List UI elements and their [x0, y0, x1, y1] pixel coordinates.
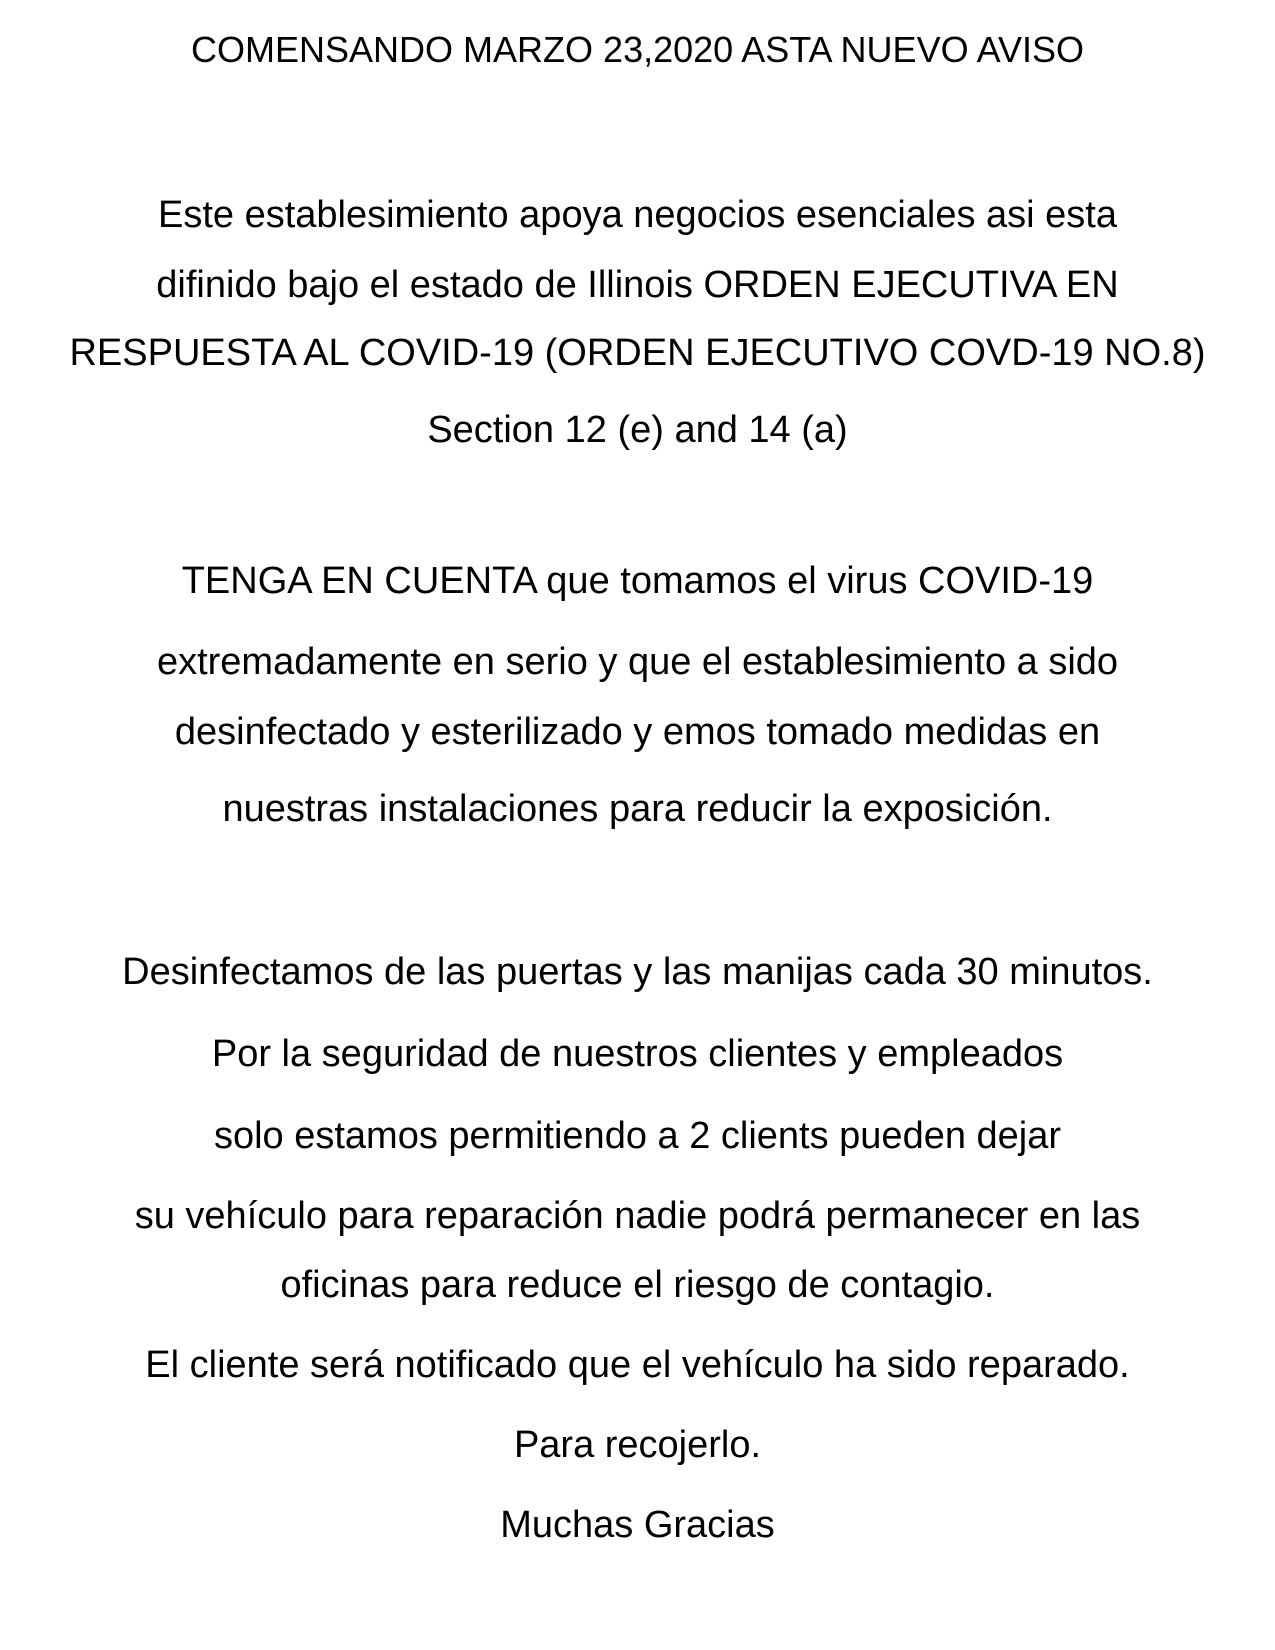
paragraph3-line-2: Por la seguridad de nuestros clientes y empleados — [211, 1033, 1064, 1075]
paragraph3-line-3: solo estamos permitiendo a 2 clients pueden dejar — [213, 1115, 1062, 1157]
paragraph3-line-5: oficinas para reduce el riesgo de contagio. — [280, 1264, 995, 1306]
paragraph1-line-3: RESPUESTA AL COVID-19 (ORDEN EJECUTIVO COVD-19 NO.8) — [69, 332, 1206, 374]
paragraph3-line-4: su vehículo para reparación nadie podrá permanecer en las — [134, 1195, 1141, 1237]
paragraph2-line-2: extremadamente en serio y que el establesimiento a sido — [156, 641, 1119, 683]
paragraph3-line-1: Desinfectamos de las puertas y las manijas cada 30 minutos. — [122, 951, 1153, 993]
paragraph1-line-2: difinido bajo el estado de Illinois ORDEN EJECUTIVA EN — [156, 264, 1119, 306]
paragraph1-line-1: Este establesimiento apoya negocios esenciales asi esta — [157, 194, 1118, 236]
paragraph3-line-6: El cliente será notificado que el vehículo ha sido reparado. — [145, 1344, 1130, 1386]
paragraph2-line-1: TENGA EN CUENTA que tomamos el virus COVID-19 — [181, 560, 1094, 602]
paragraph2-line-4: nuestras instalaciones para reducir la exposición. — [222, 788, 1053, 830]
closing-thanks: Muchas Gracias — [500, 1504, 775, 1546]
paragraph3-line-7: Para recojerlo. — [513, 1424, 762, 1466]
paragraph1-line-4: Section 12 (e) and 14 (a) — [427, 409, 848, 451]
notice-title: COMENSANDO MARZO 23,2020 ASTA NUEVO AVISO — [191, 29, 1084, 70]
paragraph2-line-3: desinfectado y esterilizado y emos tomado medidas en — [174, 711, 1101, 753]
